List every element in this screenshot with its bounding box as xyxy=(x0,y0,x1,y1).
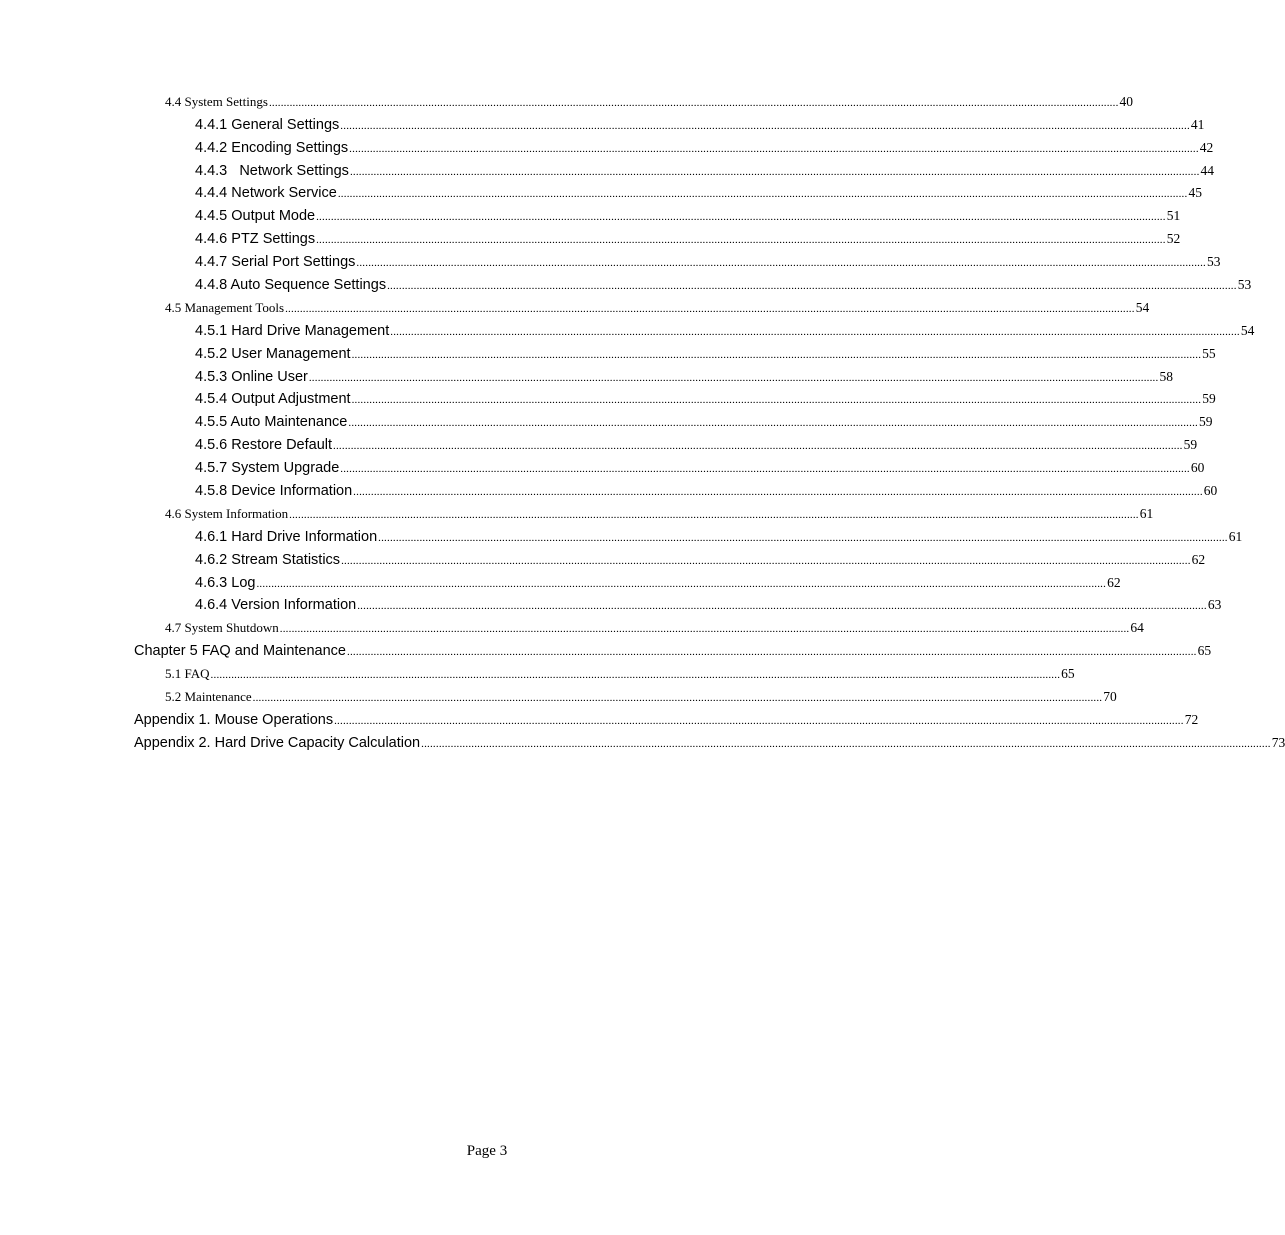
toc-entry-4-5-7[interactable] xyxy=(0,456,1205,479)
dot-leader: ................................................................................................................................................................................................................................................................................................ xyxy=(347,646,1197,659)
toc-entry-page-number: 65 xyxy=(1061,666,1075,682)
toc-entry-page-number: 63 xyxy=(1207,597,1222,613)
dot-leader: ................................................................................................................................................................................................................................................................................................ xyxy=(337,188,1188,201)
toc-entry-4-7[interactable] xyxy=(0,616,1144,639)
toc-entry-page-number: 51 xyxy=(1166,208,1181,224)
dot-leader: ................................................................................................................................................................................................................................................................................................ xyxy=(210,669,1061,682)
toc-entry-title: 4.6.2 Stream Statistics xyxy=(195,551,341,568)
toc-entry-4-4-5[interactable] xyxy=(0,204,1181,227)
dot-leader: ................................................................................................................................................................................................................................................................................................ xyxy=(289,508,1139,521)
toc-entry-4-5-3[interactable] xyxy=(0,365,1173,388)
toc-entry-4-5-1[interactable] xyxy=(0,319,1255,342)
dot-leader: ................................................................................................................................................................................................................................................................................................ xyxy=(348,417,1198,430)
dot-leader: ................................................................................................................................................................................................................................................................................................ xyxy=(349,142,1199,155)
dot-leader: ................................................................................................................................................................................................................................................................................................ xyxy=(268,96,1119,109)
dot-leader: ................................................................................................................................................................................................................................................................................................ xyxy=(308,371,1159,384)
toc-entry-title: 4.4.6 PTZ Settings xyxy=(195,231,316,248)
toc-entry-page-number: 65 xyxy=(1197,643,1212,659)
toc-entry-appendix-1[interactable] xyxy=(0,708,1199,731)
dot-leader: ................................................................................................................................................................................................................................................................................................ xyxy=(387,280,1237,293)
toc-entry-title: 4.5.3 Online User xyxy=(195,368,308,385)
toc-entry-page-number: 64 xyxy=(1130,620,1144,636)
dot-leader: ................................................................................................................................................................................................................................................................................................ xyxy=(340,119,1190,132)
dot-leader: ................................................................................................................................................................................................................................................................................................ xyxy=(316,211,1166,224)
toc-entry-title: 4.5.5 Auto Maintenance xyxy=(195,414,348,431)
dot-leader: ................................................................................................................................................................................................................................................................................................ xyxy=(390,325,1240,338)
toc-entry-4-4[interactable] xyxy=(0,90,1134,113)
dot-leader: ................................................................................................................................................................................................................................................................................................ xyxy=(333,440,1183,453)
dot-leader: ................................................................................................................................................................................................................................................................................................ xyxy=(357,600,1207,613)
toc-entry-title: 4.4.5 Output Mode xyxy=(195,208,316,225)
toc-entry-5-2[interactable] xyxy=(0,685,1117,708)
dot-leader: ................................................................................................................................................................................................................................................................................................ xyxy=(285,302,1135,315)
toc-entry-title: Chapter 5 FAQ and Maintenance xyxy=(134,643,346,660)
toc-entry-page-number: 59 xyxy=(1183,437,1198,453)
toc-entry-page-number: 60 xyxy=(1190,460,1205,476)
toc-entry-4-5-2[interactable] xyxy=(0,342,1216,365)
toc-entry-title: 4.6.3 Log xyxy=(195,574,256,591)
toc-entry-title: 4.5.1 Hard Drive Management xyxy=(195,322,390,339)
toc-entry-chapter-5[interactable] xyxy=(0,639,1212,662)
page-number-footer: Page 3 xyxy=(466,1143,508,1159)
toc-entry-title: 5.1 FAQ xyxy=(165,666,210,682)
toc-entry-title: 4.5.4 Output Adjustment xyxy=(195,391,351,408)
dot-leader: ................................................................................................................................................................................................................................................................................................ xyxy=(316,234,1166,247)
toc-entry-page-number: 61 xyxy=(1228,528,1243,544)
toc-entry-title: 4.4.1 General Settings xyxy=(195,116,340,133)
dot-leader: ................................................................................................................................................................................................................................................................................................ xyxy=(340,463,1190,476)
toc-entry-title: 4.4.8 Auto Sequence Settings xyxy=(195,277,387,294)
toc-entry-page-number: 73 xyxy=(1271,734,1285,750)
toc-entry-title: 4.6.1 Hard Drive Information xyxy=(195,528,378,545)
toc-entry-page-number: 53 xyxy=(1207,254,1221,270)
toc-entry-title: 4.5 Management Tools xyxy=(165,299,285,315)
toc-entry-4-5-4[interactable] xyxy=(0,388,1216,411)
toc-entry-page-number: 54 xyxy=(1240,322,1255,338)
toc-entry-page-number: 62 xyxy=(1107,574,1121,590)
toc-entry-4-6-3[interactable] xyxy=(0,571,1121,594)
dot-leader: ................................................................................................................................................................................................................................................................................................ xyxy=(351,348,1202,361)
toc-entry-title: 4.7 System Shutdown xyxy=(165,620,279,636)
toc-entry-page-number: 62 xyxy=(1191,551,1206,567)
toc-entry-4-6-4[interactable] xyxy=(0,594,1222,617)
toc-entry-title: 4.6 System Information xyxy=(165,505,289,521)
toc-entry-page-number: 45 xyxy=(1188,185,1202,201)
toc-entry-page-number: 70 xyxy=(1103,689,1117,705)
toc-entry-page-number: 54 xyxy=(1135,299,1150,315)
toc-entry-page-number: 42 xyxy=(1199,139,1214,155)
toc-entry-page-number: 55 xyxy=(1202,345,1216,361)
toc-entry-title: 4.5.8 Device Information xyxy=(195,483,353,500)
toc-entry-page-number: 72 xyxy=(1184,711,1199,727)
toc-entry-4-5-6[interactable] xyxy=(0,433,1198,456)
toc-entry-title: 4.6.4 Version Information xyxy=(195,597,357,614)
toc-entry-4-4-6[interactable] xyxy=(0,227,1181,250)
toc-entry-title: Appendix 1. Mouse Operations xyxy=(134,711,334,728)
toc-entry-4-6[interactable] xyxy=(0,502,1154,525)
table-of-contents xyxy=(0,90,1285,754)
dot-leader: ................................................................................................................................................................................................................................................................................................ xyxy=(353,486,1203,499)
toc-entry-page-number: 59 xyxy=(1198,414,1213,430)
dot-leader: ................................................................................................................................................................................................................................................................................................ xyxy=(279,623,1130,636)
toc-entry-title: 4.5.7 System Upgrade xyxy=(195,460,340,477)
toc-entry-page-number: 52 xyxy=(1166,231,1181,247)
dot-leader: ................................................................................................................................................................................................................................................................................................ xyxy=(421,737,1271,750)
toc-entry-4-4-8[interactable] xyxy=(0,273,1252,296)
toc-entry-page-number: 58 xyxy=(1159,368,1173,384)
toc-entry-title: 4.4.4 Network Service xyxy=(195,185,337,202)
toc-entry-title: 4.5.2 User Management xyxy=(195,345,351,362)
toc-entry-4-4-4[interactable] xyxy=(0,182,1202,205)
toc-entry-4-5[interactable] xyxy=(0,296,1150,319)
toc-entry-title: 5.2 Maintenance xyxy=(165,689,252,705)
toc-entry-title: 4.4 System Settings xyxy=(165,93,268,109)
dot-leader: ................................................................................................................................................................................................................................................................................................ xyxy=(334,714,1184,727)
dot-leader: ................................................................................................................................................................................................................................................................................................ xyxy=(341,554,1191,567)
dot-leader: ................................................................................................................................................................................................................................................................................................ xyxy=(378,531,1228,544)
toc-entry-title: 4.4.2 Encoding Settings xyxy=(195,139,349,156)
toc-entry-title: 4.5.6 Restore Default xyxy=(195,437,333,454)
toc-entry-4-6-1[interactable] xyxy=(0,525,1243,548)
toc-entry-4-6-2[interactable] xyxy=(0,548,1206,571)
toc-entry-4-4-2[interactable] xyxy=(0,136,1214,159)
toc-entry-4-4-7[interactable] xyxy=(0,250,1221,273)
toc-entry-4-5-8[interactable] xyxy=(0,479,1218,502)
toc-entry-page-number: 59 xyxy=(1202,391,1216,407)
toc-entry-page-number: 61 xyxy=(1139,505,1154,521)
toc-entry-4-5-5[interactable] xyxy=(0,410,1213,433)
dot-leader: ................................................................................................................................................................................................................................................................................................ xyxy=(349,165,1200,178)
toc-entry-page-number: 53 xyxy=(1237,277,1252,293)
toc-entry-5-1[interactable] xyxy=(0,662,1075,685)
toc-entry-title: 4.4.3 Network Settings xyxy=(195,162,349,179)
dot-leader: ................................................................................................................................................................................................................................................................................................ xyxy=(256,577,1107,590)
dot-leader: ................................................................................................................................................................................................................................................................................................ xyxy=(252,692,1103,705)
toc-entry-appendix-2[interactable] xyxy=(0,731,1285,754)
toc-entry-4-4-3[interactable] xyxy=(0,159,1215,182)
toc-entry-page-number: 41 xyxy=(1190,116,1205,132)
dot-leader: ................................................................................................................................................................................................................................................................................................ xyxy=(356,257,1207,270)
toc-entry-page-number: 40 xyxy=(1119,93,1134,109)
toc-entry-page-number: 60 xyxy=(1203,483,1218,499)
toc-entry-title: Appendix 2. Hard Drive Capacity Calculation xyxy=(134,734,421,751)
toc-entry-page-number: 44 xyxy=(1200,162,1215,178)
toc-entry-title: 4.4.7 Serial Port Settings xyxy=(195,254,356,271)
dot-leader: ................................................................................................................................................................................................................................................................................................ xyxy=(351,394,1202,407)
toc-entry-4-4-1[interactable] xyxy=(0,113,1205,136)
